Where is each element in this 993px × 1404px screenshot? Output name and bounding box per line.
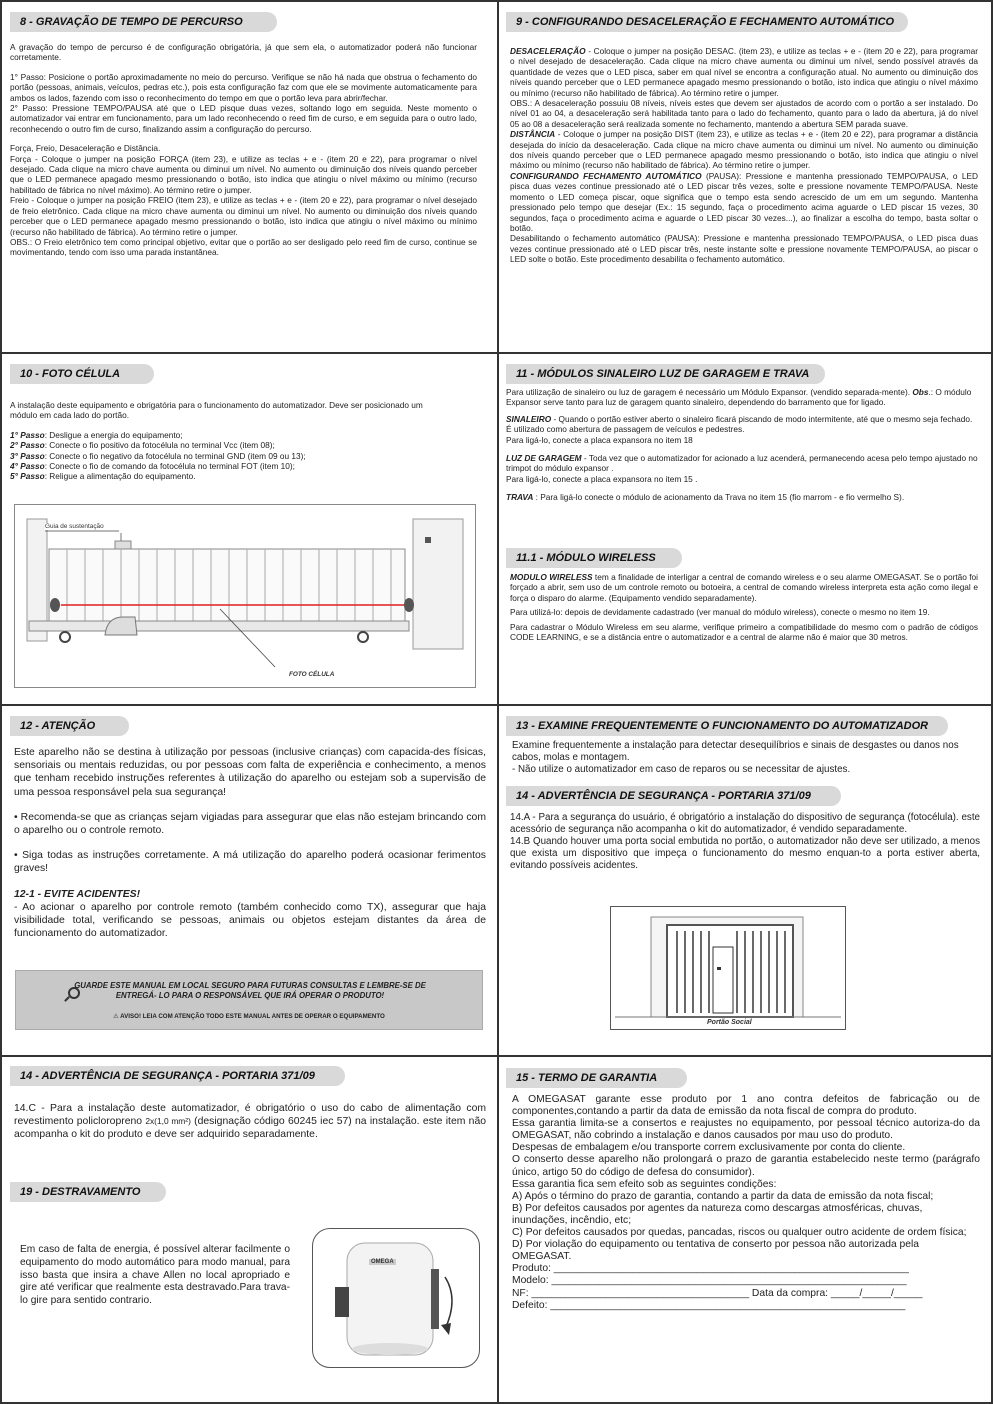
notice-warning: ⚠ AVISO! LEIA COM ATENÇÃO TODO ESTE MANUAL ANTES DE OPERAR O EQUIPAMENTO: [113, 1013, 385, 1020]
text: - Coloque o jumper na posição DESAC. (item 23), e utilize as teclas + e - (item 20 e 22), para programar o nível desejado de desaceleração. Cada clique na micro chave aumenta ou diminui um nível, sendo possível através da quantidade de vezes que o LED pisca, saber em qual nível se encontra a configuração atual. No aumento ou diminuição dos níveis quando perceber que o LED permanece apagado mesmo pressionando o botão, isto indica que atingiu o nível máximo ou mínimo (recurso não habilitado de fábrica). Ao término retire o jumper.: [510, 46, 978, 98]
paragraph: Freio - Coloque o jumper na posição FREIO (item 23), e utilize as teclas + e - (item 20 e 22), para programar o nível desejado de freio eletrônico. Cada clique na micro chave aumenta ou diminui um nível. No aumento ou diminuição dos níveis quando perceber que o LED permanece apagado mesmo pressionando o botão, isto indica que atingiu o nível máximo ou mínimo (recurso não habilitado de fábrica). Ao término retire o jumper.: [10, 195, 477, 237]
text: (PAUSA): Pressione e mantenha pressionado TEMPO/PAUSA, o LED pisca duas vezes continue pressionado até o LED piscar três vezes, solte e pressione novamente TEMPO/PAUSA. Neste momento o LED começa piscar, oque significa que o tempo esta sendo acrescido de um em um segundo. Mantenha pressionado pelo tempo que desejar (Ex.: 15 segundo, faça o procedimento acima aguarde o LED piscar 15 vezes, 30 segundos, faça o procedimento acima e aguarde o LED piscar 30 vezes...), ao finalizar a escolha do tempo, basta soltar o botão.: [510, 170, 978, 233]
section-14-title: 14 - ADVERTÊNCIA DE SEGURANÇA - PORTARIA 371/09: [506, 786, 841, 806]
paragraph: Para utilizá-lo: depois de devidamente cadastrado (ver manual do módulo wireless), conecte o mesmo no item 19.: [510, 607, 930, 618]
paragraph: Essa garantia limita-se a consertos e reajustes no equipamento, por pessoal técnico autoriza-do da OMEGASAT, não cobrindo a instalação e danos causados por mau uso do produto.: [512, 1118, 980, 1142]
subheading: 12-1 - EVITE ACIDENTES!: [14, 888, 141, 900]
product-field[interactable]: Produto: ______________________________________________________________: [512, 1263, 909, 1275]
paragraph: 14.A - Para a segurança do usuário, é obrigatório a instalação do dispositivo de segurança (fotocélula). este acessório de segurança não acompanha o kit do automatizador, é vendido separadamente.: [510, 812, 980, 835]
label: DESACELERAÇÃO: [510, 46, 586, 56]
section-19-body: Em caso de falta de energia, é possível alterar facilmente o equipamento do modo automático para modo manual, para isso basta que insira a chave Allen no local apropriado e gire até verificar que realmente esta destravado.Para trava-lo gire para sentido contrario.: [20, 1244, 290, 1307]
section-9-body: [506, 46, 978, 265]
paragraph: 1° Passo: Posicione o portão aproximadamente no meio do percurso. Verifique se não há nada que obstrua o fechamento do portão (pessoas, animais, veículos, pedras etc.), pois esta configuração faz com que ele se movimente automaticamente para ambos os lados, fazendo com isso o reconhecimento do tempo em que o portão leva para abrir/fechar.: [10, 71, 477, 103]
paragraph: 14.C - Para a instalação deste automatizador, é obrigatório o uso do cabo de alimentação com revestimento policloropreno 2x(1,0 mm²) (designação código 60245 iec 57) na instalação. este item não acompanha o kit do produto e deve ser adquirido separadamente.: [14, 1103, 486, 1141]
section-11-title: 11 - MÓDULOS SINALEIRO LUZ DE GARAGEM E TRAVA: [506, 364, 825, 384]
section-8-body: [10, 42, 477, 258]
label: CONFIGURANDO FECHAMENTO AUTOMÁTICO: [510, 170, 702, 181]
motor-illustration: [313, 1229, 479, 1367]
paragraph: Para ligá-lo, conecte a placa expansora no item 15 .: [506, 473, 698, 484]
section-13: [506, 716, 980, 796]
section-14: [506, 786, 980, 906]
paragraph: - Ao acionar o aparelho por controle remoto (também conhecido como TX), assegurar que haja visibilidade total, verificando se pessoas, animais ou objetos estejam distantes da área de funcionamento do automatizador.: [14, 901, 486, 940]
warning-icon: ⚠: [113, 1013, 121, 1020]
section-14-body: [506, 812, 980, 872]
paragraph: [510, 171, 978, 233]
paragraph: C) Por defeitos causados por quedas, pancadas, riscos ou qualquer outro acidente de ordem física;: [512, 1227, 967, 1239]
paragraph: 14.B Quando houver uma porta social embutida no portão, o automatizador não deve ser utilizado, a menos que exista um dispositivo que impeça o funcionamento do mesmo enquan-to a porta estiver aberta, evitando possíveis acidentes.: [510, 836, 980, 871]
section-14c-body: [10, 1102, 486, 1142]
paragraph: D) Por violação do equipamento ou tentativa de conserto por pessoa não autorizada pela OMEGASAT.: [512, 1239, 919, 1263]
paragraph: A gravação do tempo de percurso é de configuração obrigatória, já que sem ela, o automatizador poderá não funcionar corretamente.: [10, 42, 477, 63]
section-15: [506, 1068, 980, 1402]
paragraph: Para utilização de sinaleiro ou luz de garagem é necessário um Módulo Expansor. (vendido separada-mente). Obs.: O módulo Expansor serve tanto para luz de garagem quanto sinaleiro, dependendo do barramento que for ligado.: [506, 387, 972, 408]
text: - Coloque o jumper na posição DIST (item 23), e utilize as teclas + e - (item 20 e 22), para programar a distância desejada do início da desaceleração. Cada clique na micro chave aumenta ou diminui um nível. No aumento ou diminuição dos níveis quando perceber que o LED permanece apagado mesmo pressionando o botão, isto indica que atingiu o nível máximo ou mínimo (recurso não habilitado de fábrica). Ao término retire o jumper.: [510, 129, 978, 171]
paragraph: Força - Coloque o jumper na posição FORÇA (item 23), e utilize as teclas + e - (item 20 e 22), para programar o nível desejado. Cada clique na micro chave aumenta ou diminui um nível. No aumento ou diminuição dos níveis quando perceber que o LED permanece apagado mesmo pressionando o botão, isto indica que atingiu o nível máximo ou mínimo (recurso habilitado de fábrica no nível máximo). Ao término retire o jumper.: [10, 153, 477, 195]
label: DISTÂNCIA: [510, 129, 556, 140]
step-3: 3° Passo: Conecte o fio negativo da fotocélula no terminal GND (item 09 ou 13);: [10, 450, 306, 461]
step-1: 1° Passo: Desligue a energia do equipamento;: [10, 429, 183, 440]
section-11-1-body: [506, 572, 978, 642]
paragraph: A instalação deste equipamento e obrigatória para o funcionamento do automatizador. Deve ser posicionado um módulo em cada lado do portão.: [10, 400, 423, 421]
social-door-caption: Portão Social: [707, 1019, 752, 1026]
section-14c: [10, 1066, 486, 1176]
notice-text: GUARDE ESTE MANUAL EM LOCAL SEGURO PARA FUTURAS CONSULTAS E LEMBRE-SE DE ENTREGÁ- LO PARA O RESPONSÁVEL QUE IRÁ OPERAR O PRODUTO!: [74, 981, 426, 1000]
paragraph: Desabilitando o fechamento automático (PAUSA): Pressione e mantenha pressionado TEMPO/PAUSA, o LED pisca duas vezes continue pressionado até o LED piscar três, neste instante solte e pressione novamente TEMPO/PAUSA, ao piscar o LED solte o botão. Este procedimento desabilita o fechamento automático.: [510, 233, 978, 265]
section-9-title: 9 - CONFIGURANDO DESACELERAÇÃO E FECHAMENTO AUTOMÁTICO: [506, 12, 908, 32]
step-2: 2° Passo: Conecte o fio positivo da fotocélula no terminal Vcc (item 08);: [10, 440, 275, 451]
social-door-diagram: [610, 906, 846, 1030]
paragraph: 2° Passo: Pressione TEMPO/PAUSA até que o LED pisque duas vezes, soltando logo em seguida. Neste momento o automatizador vai entrar em funcionamento, para um lado reconhecendo o reed fim de curso, e em seguida para o outro lado, reconhecendo o outro fim de curso, finalizando assim a configuração do percurso.: [10, 103, 477, 134]
section-15-body: [506, 1094, 980, 1312]
section-12-title: 12 - ATENÇÃO: [10, 716, 129, 736]
step-4: 4° Passo: Conecte o fio de comando da fotocélula no terminal FOT (item 10);: [10, 461, 295, 472]
paragraph: A) Após o término do prazo de garantia, contando a partir da data de emissão da nota fiscal;: [512, 1190, 934, 1202]
paragraph: Força, Freio, Desaceleração e Distância.: [10, 143, 161, 154]
paragraph: [510, 129, 978, 171]
section-9: [506, 12, 978, 348]
paragraph: A OMEGASAT garante esse produto por 1 ano contra defeitos de fabricação ou de componentes,contando a partir da data de emissão da nota fiscal de compra do produto.: [512, 1094, 980, 1118]
paragraph: Despesas de embalagem e/ou transporte correm exclusivamente por conta do cliente.: [512, 1142, 906, 1154]
paragraph: Para ligá-lo, conecte a placa expansora no item 18: [506, 434, 693, 445]
section-13-body: [506, 740, 980, 776]
photocell-caption: FOTO CÉLULA: [289, 671, 335, 678]
paragraph: TRAVA : Para ligá-lo conecte o módulo de acionamento da Trava no item 15 (fio marrom - e fio vermelho S).: [506, 492, 905, 503]
section-12-body: [10, 746, 486, 940]
section-8-title: 8 - GRAVAÇÃO DE TEMPO DE PERCURSO: [10, 12, 277, 32]
paragraph: Para cadastrar o Módulo Wireless em seu alarme, verifique primeiro a compatibilidade do mesmo com o padrão de códigos CODE LEARNING, e se a distância entre o automatizador e a central de alarme não é maior que 30 metros.: [510, 621, 978, 643]
section-8: [10, 12, 477, 348]
gate-illustration: [15, 505, 475, 687]
omega-logo: OMEGA: [371, 1259, 394, 1265]
paragraph: • Siga todas as instruções corretamente. A má utilização do aparelho poderá ocasionar ferimentos graves!: [14, 850, 486, 875]
paragraph: OBS.: A desaceleração possuiu 08 níveis, níveis estes que devem ser ajustados de acordo com o portão a ser instalado. Do nível 01 ao 04, a desaceleração será habilitada tanto para o lado do fechamento, quanto para o lado da abertura, já do nível 05 ao 08 a desaceleração será realizada somente no fechamento, mantendo a abertura SEM parada suave.: [510, 98, 978, 129]
section-10-title: 10 - FOTO CÉLULA: [10, 364, 154, 384]
section-19-title: 19 - DESTRAVAMENTO: [10, 1182, 166, 1202]
section-13-title: 13 - EXAMINE FREQUENTEMENTE O FUNCIONAMENTO DO AUTOMATIZADOR: [506, 716, 948, 736]
column-divider: [497, 2, 499, 1404]
nf-date-field[interactable]: NF: ______________________________________ Data da compra: _____/_____/_____: [512, 1287, 923, 1299]
guide-label: Guia de sustentação: [45, 523, 104, 530]
section-15-title: 15 - TERMO DE GARANTIA: [506, 1068, 687, 1088]
device-diagram: [312, 1228, 480, 1368]
section-10-body: [10, 400, 480, 482]
paragraph: Examine frequentemente a instalação para detectar desequilíbrios e sinais de desgastes ou danos nos cabos, molas e montagem.: [512, 740, 959, 763]
paragraph: Essa garantia fica sem efeito sob as seguintes condições:: [512, 1178, 777, 1190]
row-divider-3: [2, 1055, 993, 1057]
section-11-body: [506, 387, 978, 503]
paragraph: • Recomenda-se que as crianças sejam vigiadas para assegurar que elas não estejam brincando com o aparelho ou o controle remoto.: [14, 811, 486, 837]
section-11: [506, 364, 978, 548]
paragraph: SINALEIRO - Quando o portão estiver aberto o sinaleiro ficará piscando de modo intermitente, até que o mesmo seja fechado. É utilizado como abertura de passagem de veículos e pedestres.: [506, 413, 973, 435]
section-11-1: [506, 548, 978, 698]
model-field[interactable]: Modelo: ______________________________________________________________: [512, 1275, 907, 1287]
paragraph: [510, 46, 978, 98]
paragraph: O conserto desse aparelho não prolongará o prazo de garantia estabelecido neste termo (parágrafo único, artigo 50 do código de defesa do consumidor).: [512, 1154, 980, 1178]
defect-field[interactable]: Defeito: ______________________________________________________________: [512, 1299, 906, 1311]
paragraph: OBS.: O Freio eletrônico tem como principal objetivo, evitar que o portão ao ser desligado pelo reed fim de curso, continue se movimentando, tendo com isso uma parada instantânea.: [10, 236, 477, 258]
paragraph: B) Por defeitos causados por agentes da natureza como descargas atmosféricas, chuvas, inundações, incêndio, etc;: [512, 1202, 923, 1226]
section-11-1-title: 11.1 - MÓDULO WIRELESS: [506, 548, 682, 568]
row-divider-1: [2, 352, 993, 354]
paragraph: - Não utilize o automatizador em caso de reparos ou se necessitar de ajustes.: [512, 764, 851, 775]
manual-notice: [15, 970, 483, 1030]
step-5: 5° Passo: Religue a alimentação do equipamento.: [10, 471, 196, 482]
section-14c-title: 14 - ADVERTÊNCIA DE SEGURANÇA - PORTARIA 371/09: [10, 1066, 345, 1086]
paragraph: MODULO WIRELESS tem a finalidade de interligar a central de comando wireless e o seu alarme OMEGASAT. Se o portão foi forçado a abrir, sem uso de um controle remoto ou botoeira, a central de comando wireless interpreta esta ação como ilegal e força o disparo do alarme. (Equipamento vendido separadamente).: [510, 572, 978, 603]
row-divider-2: [2, 704, 993, 706]
gate-door-illustration: [611, 907, 845, 1029]
photocell-diagram: [14, 504, 476, 688]
paragraph: Este aparelho não se destina à utilização por pessoas (inclusive crianças) com capacida-des físicas, sensoriais ou mentais reduzidas, ou por pessoas com falta de experiência e conhecimento, a menos que tenham recebido instruções referentes à utilização do aparelho ou estejam sob a supervisão de uma pessoa responsável pela sua segurança!: [14, 747, 486, 798]
paragraph: LUZ DE GARAGEM - Toda vez que o automatizador for acionado a luz acenderá, permanecendo acesa pelo tempo ajustado no trimpot do módulo expansor .: [506, 453, 978, 474]
